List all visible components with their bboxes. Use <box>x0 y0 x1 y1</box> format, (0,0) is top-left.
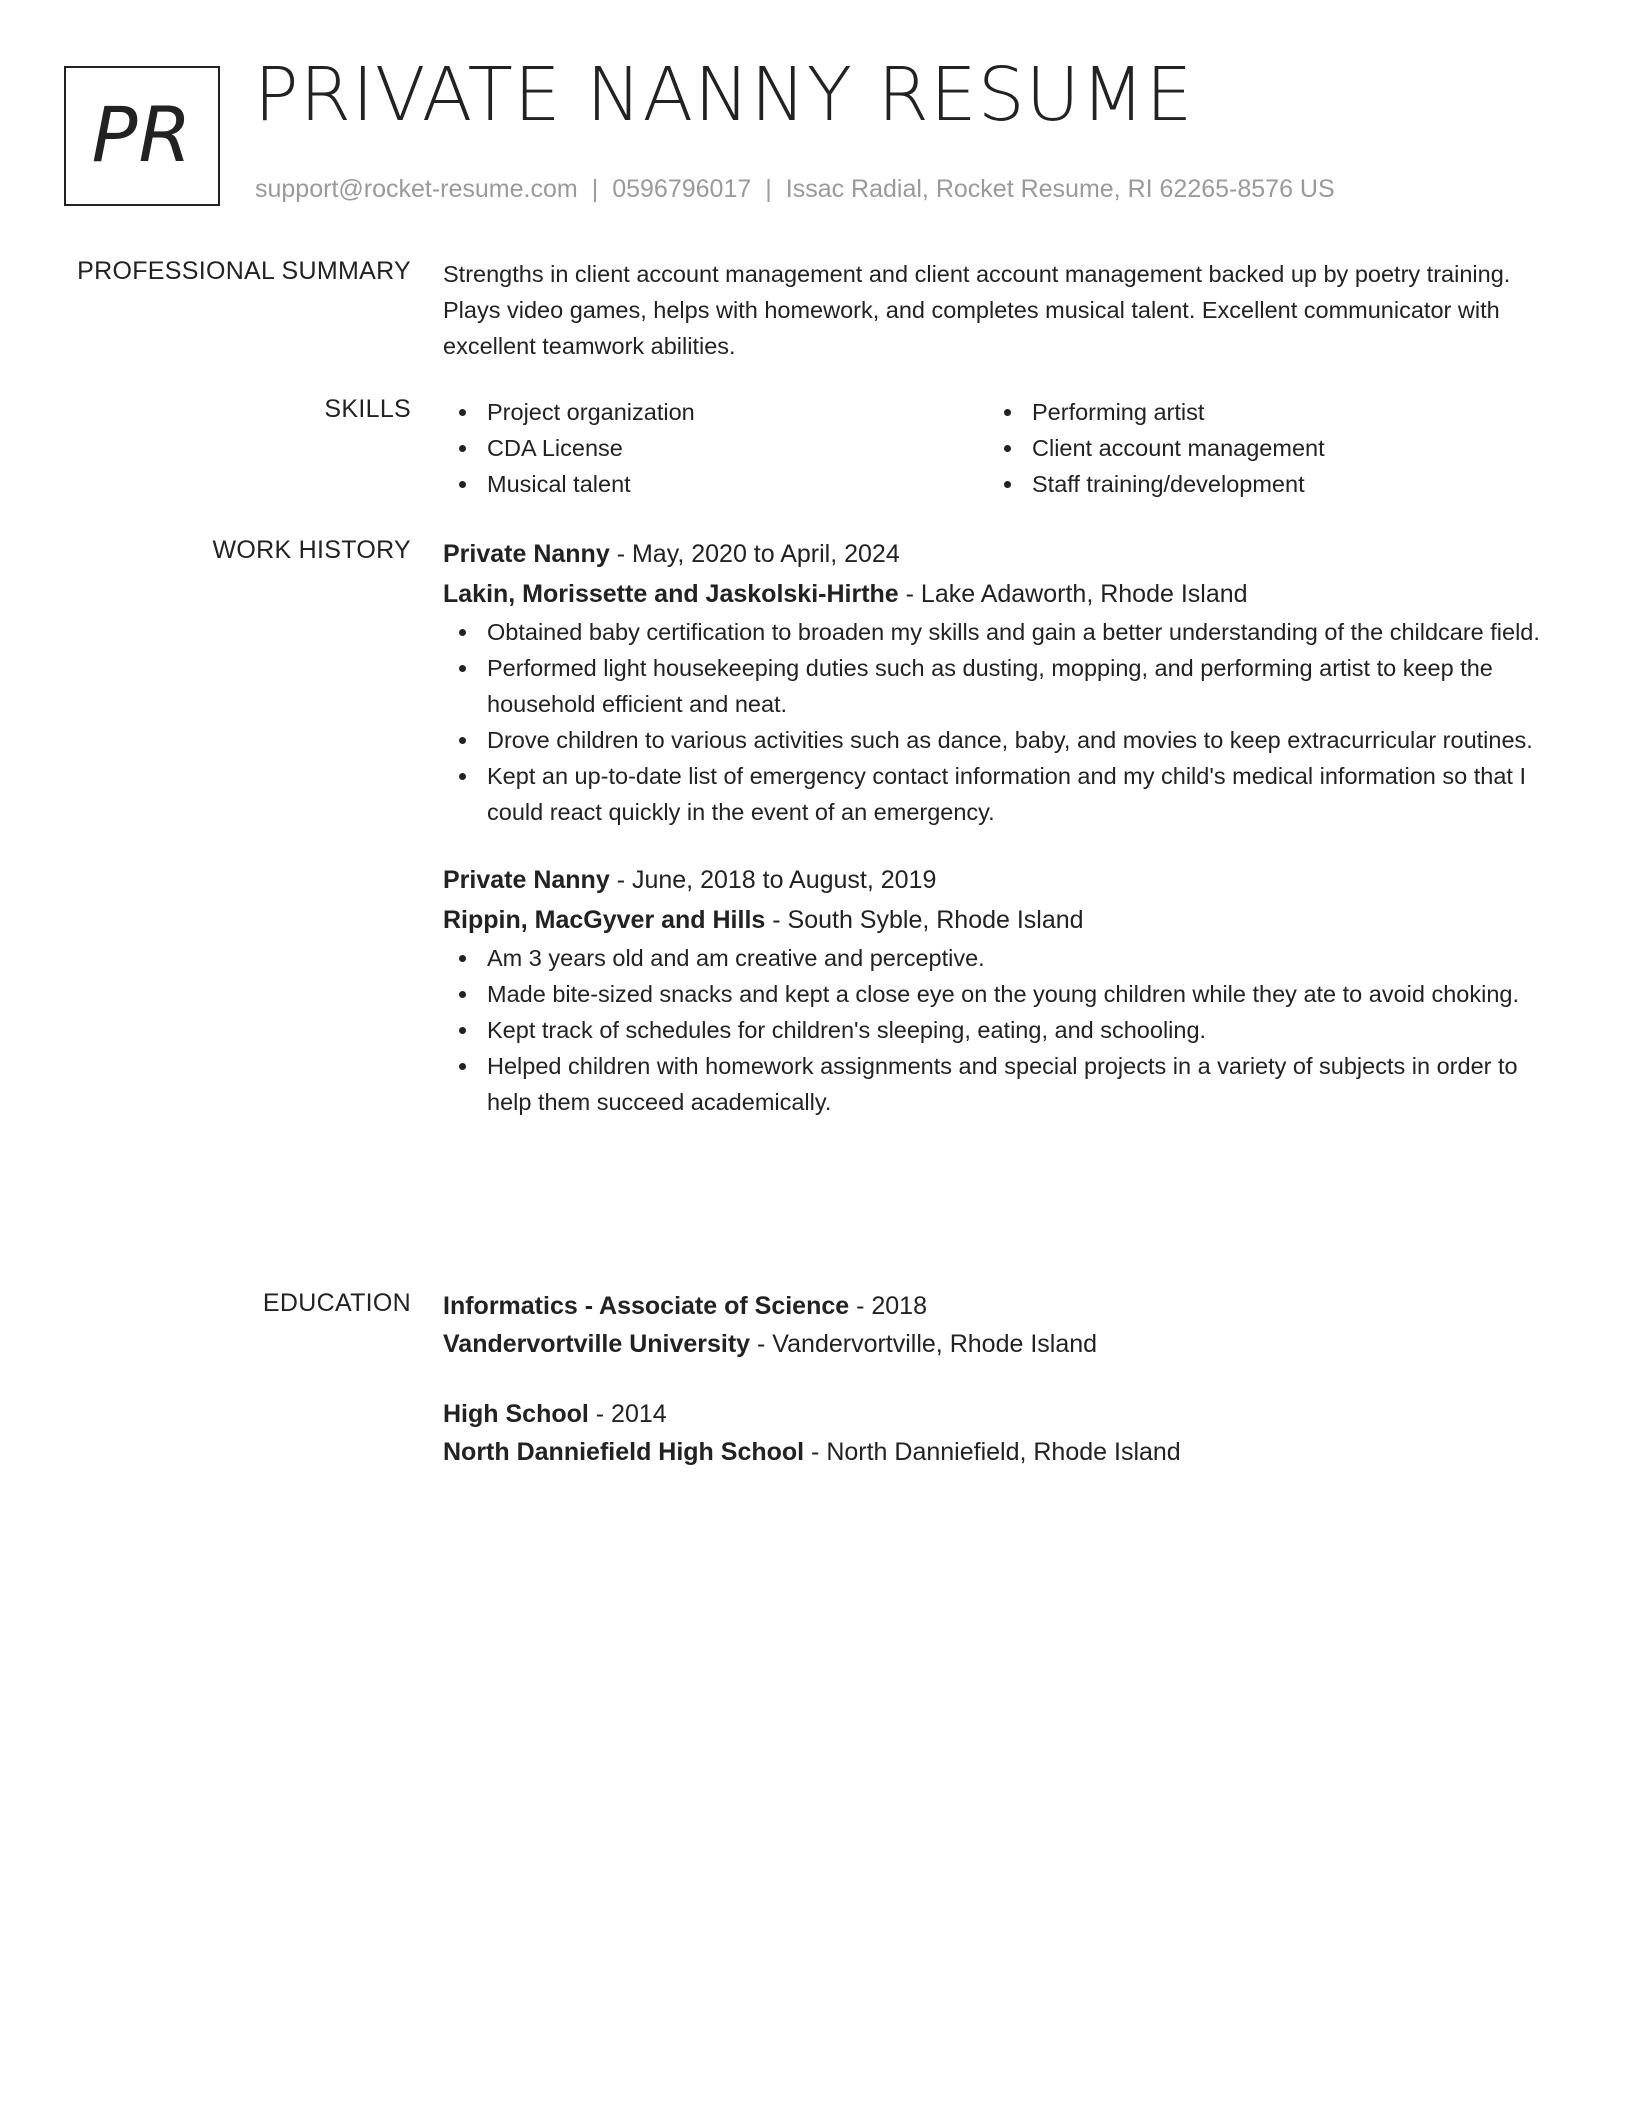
education-location: - North Danniefield, Rhode Island <box>804 1438 1181 1466</box>
summary-body <box>443 256 1553 364</box>
education-year: - 2018 <box>849 1292 927 1320</box>
summary-heading: PROFESSIONAL SUMMARY <box>77 257 411 285</box>
job-company-line <box>443 900 1553 940</box>
job-entry <box>443 534 1553 830</box>
job-title-line <box>443 534 1553 574</box>
job-bullets <box>443 614 1553 830</box>
skill-item: Performing artist <box>988 394 1533 430</box>
contact-separator: | <box>591 175 599 203</box>
education-body <box>443 1287 1553 1471</box>
skill-item: CDA License <box>443 430 988 466</box>
education-school: North Danniefield High School <box>443 1438 805 1466</box>
education-school-line <box>443 1325 1553 1363</box>
job-entry <box>443 860 1553 1120</box>
education-degree-line <box>443 1395 1553 1433</box>
job-bullet: Kept an up-to-date list of emergency contact information and my child's medical information so that I could react quickly in the event of an emergency. <box>443 758 1553 830</box>
skills-right-list <box>988 394 1533 502</box>
skill-item: Project organization <box>443 394 988 430</box>
contact-phone: 0596796017 <box>612 175 752 203</box>
skills-left-list <box>443 394 988 502</box>
skill-item: Client account management <box>988 430 1533 466</box>
job-company: Lakin, Morissette and Jaskolski-Hirthe <box>443 580 899 608</box>
education-heading: EDUCATION <box>262 1289 411 1317</box>
skill-item: Staff training/development <box>988 466 1533 502</box>
job-role: Private Nanny <box>443 540 610 568</box>
job-title-line <box>443 860 1553 900</box>
monogram-initials: PR <box>91 89 193 179</box>
skills-grid <box>443 394 1553 502</box>
skill-item: Musical talent <box>443 466 988 502</box>
skills-body <box>443 394 1553 502</box>
job-bullet: Helped children with homework assignments and special projects in a variety of subjects in order to help them succeed academically. <box>443 1048 1553 1120</box>
education-school: Vandervortville University <box>443 1330 751 1358</box>
contact-separator: | <box>765 175 772 203</box>
job-bullet: Performed light housekeeping duties such as dusting, mopping, and performing artist to keep the household efficient and neat. <box>443 650 1553 722</box>
job-company-line <box>443 574 1553 614</box>
job-location: - Lake Adaworth, Rhode Island <box>898 580 1248 608</box>
job-bullet: Obtained baby certification to broaden my skills and gain a better understanding of the childcare field. <box>443 614 1553 650</box>
contact-address: Issac Radial, Rocket Resume, RI 62265-8576 US <box>785 175 1335 203</box>
monogram-box <box>64 66 220 206</box>
contact-email: support@rocket-resume.com <box>255 175 578 203</box>
education-year: - 2014 <box>588 1400 667 1428</box>
job-company: Rippin, MacGyver and Hills <box>443 906 766 934</box>
education-degree: Informatics - Associate of Science <box>443 1292 850 1320</box>
job-location: - South Syble, Rhode Island <box>765 906 1084 934</box>
resume-title: PRIVATE NANNY RESUME <box>254 52 1194 138</box>
job-dates: - May, 2020 to April, 2024 <box>609 540 900 568</box>
work-body <box>443 534 1553 1120</box>
job-bullets <box>443 940 1553 1120</box>
education-degree: High School <box>443 1400 589 1428</box>
contact-line <box>255 174 1335 204</box>
education-degree-line <box>443 1287 1553 1325</box>
job-bullet: Drove children to various activities such as dance, baby, and movies to keep extracurricular routines. <box>443 722 1553 758</box>
education-entry <box>443 1395 1553 1471</box>
job-bullet: Kept track of schedules for children's sleeping, eating, and schooling. <box>443 1012 1553 1048</box>
education-entry <box>443 1287 1553 1363</box>
job-bullet: Made bite-sized snacks and kept a close eye on the young children while they ate to avoid choking. <box>443 976 1553 1012</box>
education-school-line <box>443 1433 1553 1471</box>
work-heading: WORK HISTORY <box>212 536 411 564</box>
education-location: - Vandervortville, Rhode Island <box>750 1330 1098 1358</box>
job-role: Private Nanny <box>443 866 610 894</box>
job-dates: - June, 2018 to August, 2019 <box>609 866 937 894</box>
job-bullet: Am 3 years old and am creative and perceptive. <box>443 940 1553 976</box>
summary-text: Strengths in client account management and client account management backed up by poetry training. Plays video games, helps with homework, and completes musical talent. Excellent communicator with excellent teamwork abilities. <box>443 261 1511 359</box>
skills-heading: SKILLS <box>324 395 411 423</box>
